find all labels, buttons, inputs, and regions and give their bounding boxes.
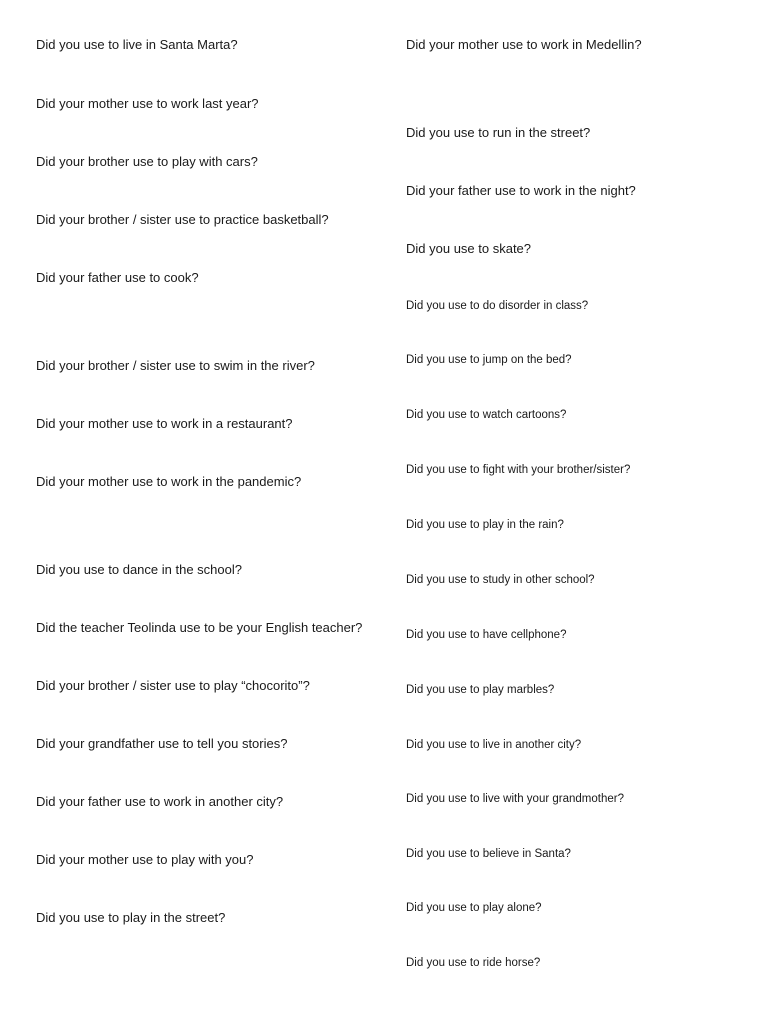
question-item: Did you use to play in the street? — [36, 910, 226, 925]
question-item: Did your father use to work in another city? — [36, 794, 284, 809]
question-item: Did your mother use to work last year? — [36, 96, 259, 111]
question-item: Did you use to live in Santa Marta? — [36, 37, 238, 52]
question-item: Did your grandfather use to tell you stories? — [36, 736, 288, 751]
question-item: Did you use to dance in the school? — [36, 562, 242, 577]
question-item: Did you use to do disorder in class? — [406, 300, 589, 312]
question-item: Did you use to skate? — [406, 241, 532, 256]
question-item: Did you use to play in the rain? — [406, 519, 564, 531]
question-item: Did you use to play alone? — [406, 902, 542, 914]
question-item: Did your brother / sister use to play “chocorito”? — [36, 678, 310, 693]
question-item: Did you use to fight with your brother/sister? — [406, 464, 631, 476]
question-item: Did you use to live with your grandmother? — [406, 793, 624, 805]
question-item: Did you use to run in the street? — [406, 125, 591, 140]
question-item: Did your mother use to play with you? — [36, 852, 254, 867]
question-item: Did the teacher Teolinda use to be your English teacher? — [36, 620, 363, 635]
question-item: Did you use to watch cartoons? — [406, 409, 567, 421]
question-item: Did your brother / sister use to practice basketball? — [36, 212, 329, 227]
question-item: Did your brother use to play with cars? — [36, 154, 258, 169]
question-item: Did your father use to work in the night? — [406, 183, 636, 198]
question-item: Did you use to ride horse? — [406, 957, 541, 969]
question-item: Did you use to believe in Santa? — [406, 848, 571, 860]
question-item: Did your father use to cook? — [36, 270, 199, 285]
question-item: Did you use to play marbles? — [406, 684, 555, 696]
question-item: Did your mother use to work in the pandemic? — [36, 474, 302, 489]
question-item: Did you use to jump on the bed? — [406, 354, 572, 366]
question-item: Did you use to live in another city? — [406, 739, 582, 751]
question-item: Did you use to study in other school? — [406, 574, 595, 586]
question-item: Did your mother use to work in a restaurant? — [36, 416, 293, 431]
question-item: Did you use to have cellphone? — [406, 629, 567, 641]
question-item: Did your mother use to work in Medellin? — [406, 37, 642, 52]
question-item: Did your brother / sister use to swim in the river? — [36, 358, 315, 373]
